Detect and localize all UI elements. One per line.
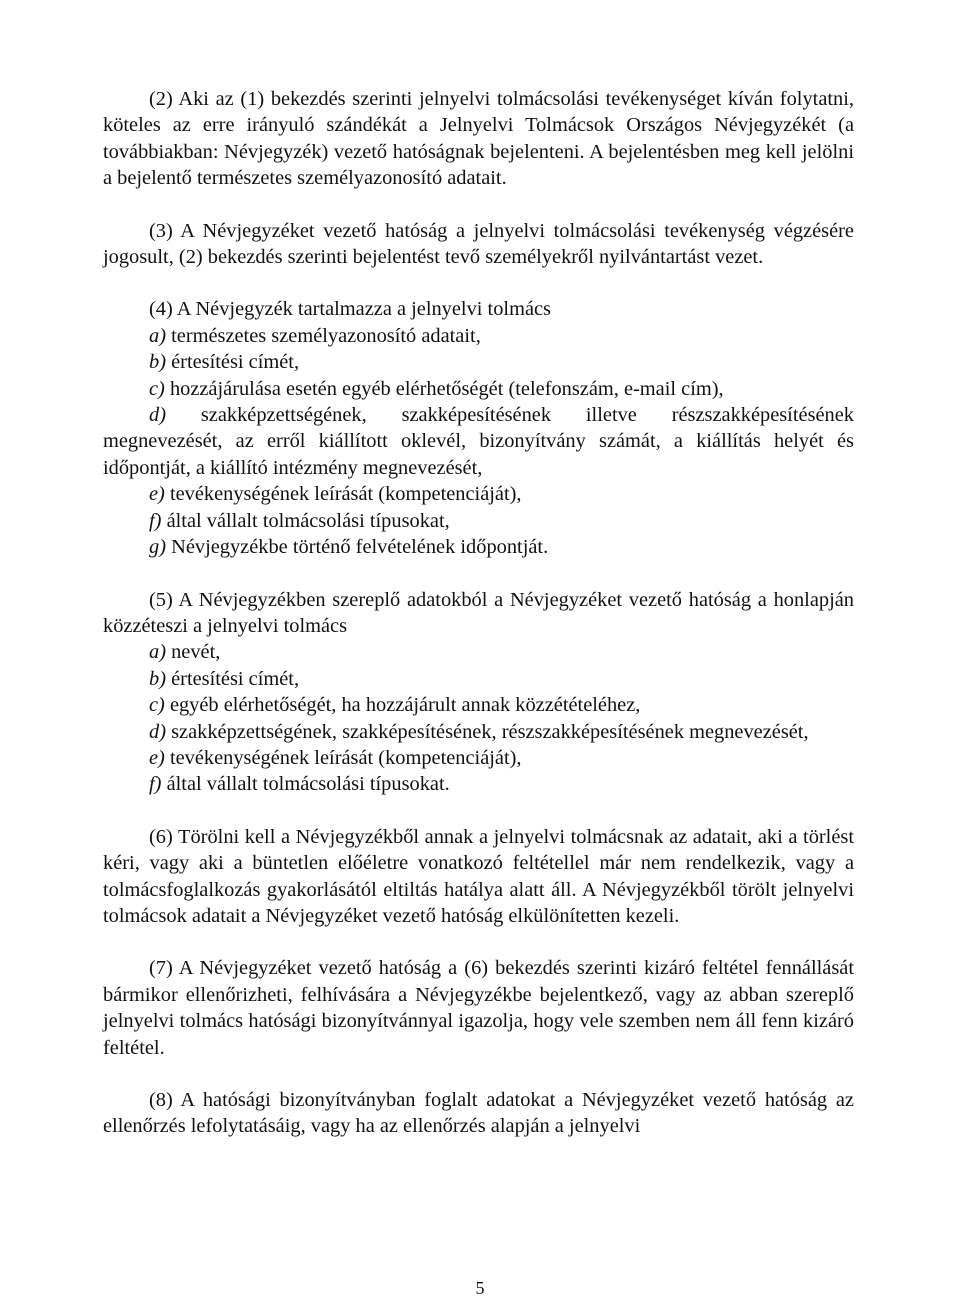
list-item: a) természetes személyazonosító adatait,	[149, 324, 481, 347]
list-item: f) által vállalt tolmácsolási típusokat.	[149, 773, 450, 796]
paragraph-5	[103, 587, 854, 798]
paragraph-6: (6) Törölni kell a Névjegyzékből annak a jelnyelvi tolmácsnak az adatait, aki a törlést kéri, vagy aki a büntetlen előéletre vonatkozó feltétellel már nem rendelkezik, vagy a tolmácsfoglalkozás gyakorlásától eltiltás hatálya alatt áll. A Névjegyzékből törölt jelnyelvi tolmácsok adatait a Névjegyzéket vezető hatóság elkülönítetten kezeli.	[103, 825, 854, 927]
paragraph-4-intro: (4) A Névjegyzék tartalmazza a jelnyelvi tolmács	[149, 298, 551, 321]
list-item: d) szakképzettségének, szakképesítésének illetve részszakképesítésének megnevezését, az erről kiállított oklevél, bizonyítvány számát, a kiállítás helyét és időpontját, a kiállító intézmény megnevezését,	[103, 404, 854, 479]
document-body	[103, 86, 854, 1140]
list-item: b) értesítési címét,	[149, 351, 300, 374]
list-item: c) egyéb elérhetőségét, ha hozzájárult annak közzétételéhez,	[149, 694, 641, 717]
list-item: e) tevékenységének leírását (kompetenciáját),	[149, 746, 522, 769]
paragraph-5-intro: (5) A Névjegyzékben szereplő adatokból a Névjegyzéket vezető hatóság a honlapján közzéteszi a jelnyelvi tolmács	[103, 588, 854, 637]
list-item: c) hozzájárulása esetén egyéb elérhetőségét (telefonszám, e-mail cím),	[149, 377, 724, 400]
paragraph-3: (3) A Névjegyzéket vezető hatóság a jelnyelvi tolmácsolási tevékenység végzésére jogosult, (2) bekezdés szerinti bejelentést tevő személyekről nyilvántartást vezet.	[103, 219, 854, 269]
list-item: f) által vállalt tolmácsolási típusokat,	[149, 509, 450, 532]
list-item: g) Névjegyzékbe történő felvételének időpontját.	[149, 536, 549, 559]
list-item: b) értesítési címét,	[149, 667, 300, 690]
page-number: 5	[475, 1278, 485, 1298]
paragraph-2: (2) Aki az (1) bekezdés szerinti jelnyelvi tolmácsolási tevékenységet kíván folytatni, köteles az erre irányuló szándékát a Jelnyelvi Tolmácsok Országos Névjegyzékét (a továbbiakban: Névjegyzék) vezető hatóságnak bejelenteni. A bejelentésben meg kell jelölni a bejelentő természetes személyazonosító adatait.	[103, 88, 854, 190]
paragraph-4	[103, 296, 854, 560]
paragraph-7: (7) A Névjegyzéket vezető hatóság a (6) bekezdés szerinti kizáró feltétel fennállását bármikor ellenőrizheti, felhívására a Névjegyzékbe bejelentkező, vagy az abban szereplő jelnyelvi tolmács hatósági bizonyítvánnyal igazolja, hogy vele szemben nem áll fenn kizáró feltétel.	[103, 957, 854, 1059]
list-item: e) tevékenységének leírását (kompetenciáját),	[149, 483, 522, 506]
list-item: a) nevét,	[149, 641, 221, 664]
list-item: d) szakképzettségének, szakképesítésének, részszakképesítésének megnevezését,	[149, 720, 809, 743]
paragraph-8: (8) A hatósági bizonyítványban foglalt adatokat a Névjegyzéket vezető hatóság az ellenőrzés lefolytatásáig, vagy ha az ellenőrzés alapján a jelnyelvi	[103, 1089, 854, 1138]
